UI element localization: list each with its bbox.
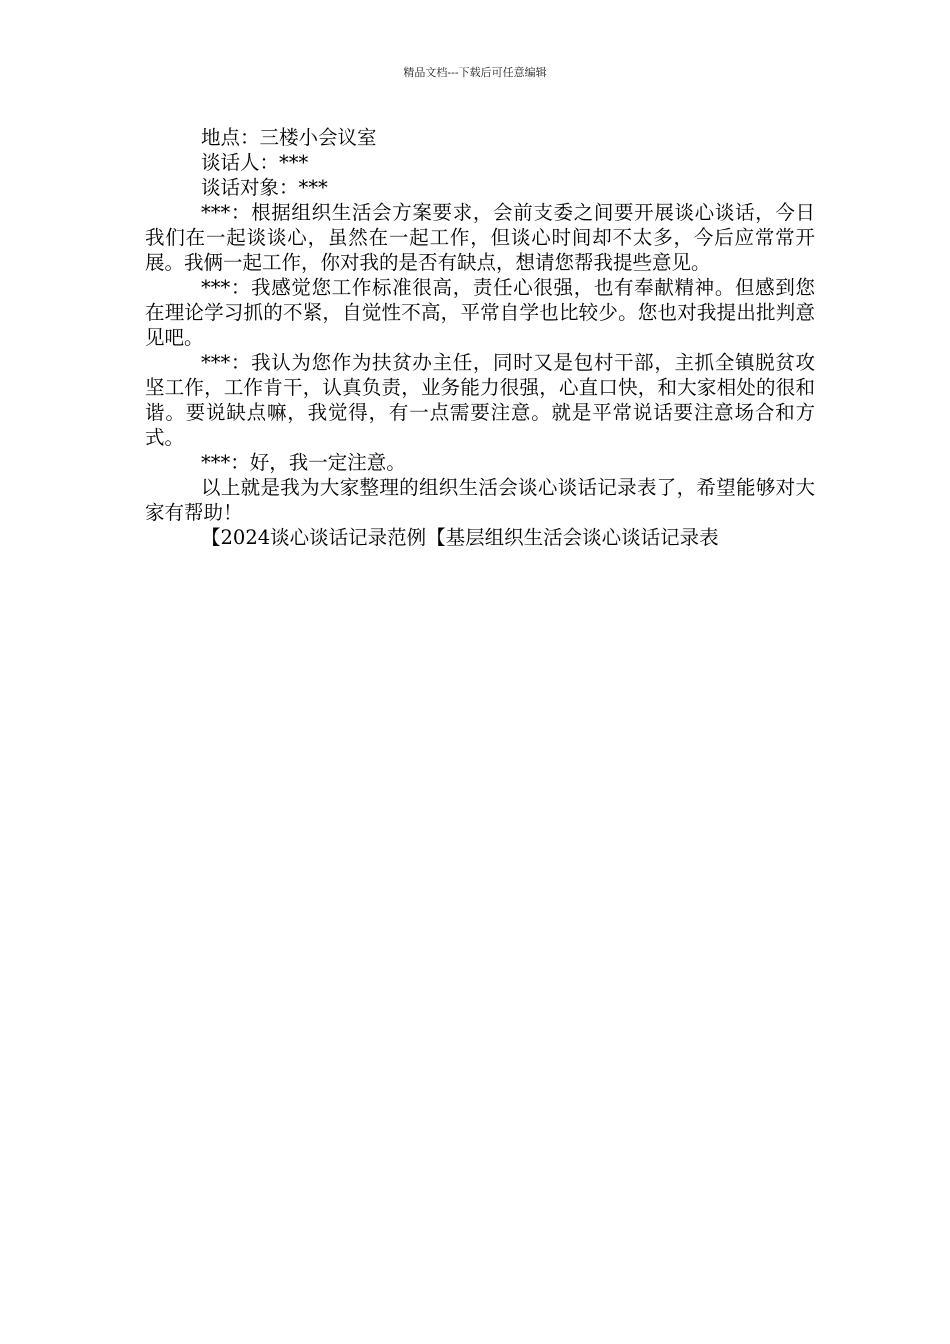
dialogue-paragraph: ***：我感觉您工作标准很高，责任心很强，也有奉献精神。但感到您在理论学习抓的不紧，自觉性不高，平常自学也比较少。您也对我提出批判意见吧。	[145, 276, 815, 349]
dialogue-paragraph: ***：好，我一定注意。	[201, 451, 406, 474]
page-header: 精品文档---下载后可任意编辑	[403, 66, 547, 79]
dialogue-paragraph: ***：我认为您作为扶贫办主任，同时又是包村干部，主抓全镇脱贫攻坚工作，工作肯干，认真负责，业务能力很强，心直口快，和大家相处的很和谐。要说缺点嘛，我觉得，有一点需要注意。就是平常说话要注意场合和方式。	[145, 351, 815, 449]
document-body	[145, 125, 815, 550]
dialogue-paragraph: ***：根据组织生活会方案要求，会前支委之间要开展谈心谈话，今日我们在一起谈谈心，虽然在一起工作，但谈心时间却不太多，今后应常常开展。我俩一起工作，你对我的是否有缺点，想请您帮我提些意见。	[145, 201, 815, 274]
title-fragment: 【2024谈心谈话记录范例【基层组织生活会谈心谈话记录表	[201, 526, 719, 549]
interviewer-line: 谈话人：***	[201, 151, 309, 174]
location-line: 地点：三楼小会议室	[201, 126, 377, 149]
closing-paragraph: 以上就是我为大家整理的组织生活会谈心谈话记录表了，希望能够对大家有帮助！	[145, 476, 815, 524]
interviewee-line: 谈话对象：***	[201, 176, 328, 199]
